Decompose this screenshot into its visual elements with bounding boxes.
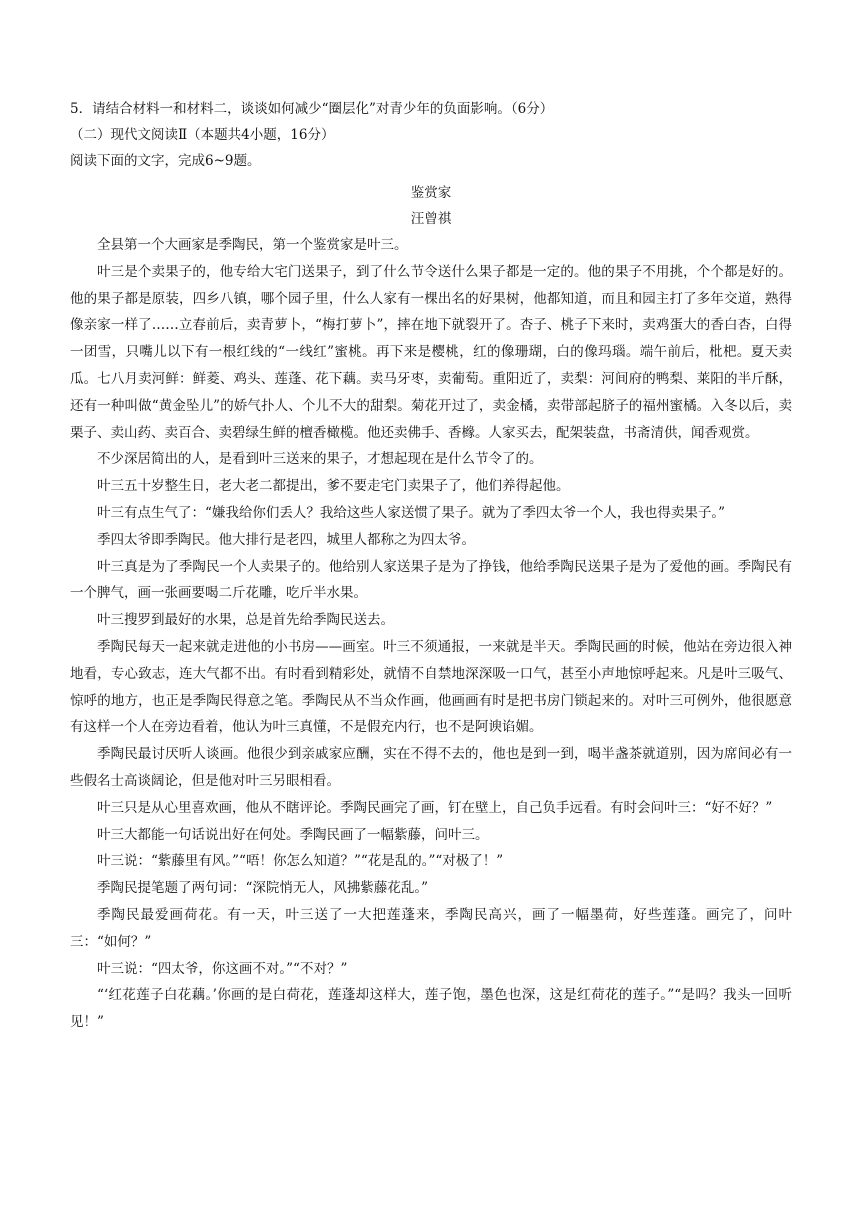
article-paragraph: 叶三说：“四太爷，你这画不对。”“不对？”: [97, 960, 348, 977]
article-paragraph: 叶三真是为了季陶民一个人卖果子的。他给别人家送果子是为了挣钱，他给季陶民送果子是为了爱他的画。季陶民有一个脾气，画一张画要喝二斤花雕，吃斤半水果。: [70, 558, 792, 602]
article-paragraph: “‘红花莲子白花藕。’你画的是白荷花，莲蓬却这样大，莲子饱，墨色也深，这是红荷花的莲子。”“是吗？我头一回听见！”: [70, 987, 792, 1031]
article-paragraph: 季陶民最讨厌听人谈画。他很少到亲戚家应酬，实在不得不去的，他也是到一到，喝半盏茶就道别，因为席间必有一些假名士高谈阔论，但是他对叶三另眼相看。: [70, 746, 792, 789]
article-paragraph: 叶三只是从心里喜欢画，他从不瞎评论。季陶民画完了画，钉在壁上，自己负手远看。有时会问叶三：“好不好？”: [97, 799, 773, 816]
question-5: 5．请结合材料一和材料二，谈谈如何减少“圈层化”对青少年的负面影响。（6分）: [70, 101, 554, 117]
article-paragraph: 不少深居简出的人，是看到叶三送来的果子，才想起现在是什么节令了的。: [97, 451, 543, 468]
article-paragraph: 季四太爷即季陶民。他大排行是老四，城里人都称之为四太爷。: [97, 531, 475, 548]
article-paragraph: 叶三五十岁整生日，老大老二都提出，爹不要走宅门卖果子了，他们养得起他。: [97, 478, 570, 495]
page-content: [70, 96, 792, 1036]
article-paragraph: 叶三搜罗到最好的水果，总是首先给季陶民送去。: [97, 612, 394, 629]
article-paragraph: 叶三有点生气了：“嫌我给你们丢人？我给这些人家送惯了果子。就为了季四太爷一个人，我也得卖果子。”: [97, 504, 726, 521]
article-paragraph: 季陶民提笔题了两句词：“深院悄无人，风拂紫藤花乱。”: [97, 880, 429, 897]
article-paragraph: 叶三是个卖果子的，他专给大宅门送果子，到了什么节令送什么果子都是一定的。他的果子不用挑，个个都是好的。他的果子都是原装，四乡八镇，哪个园子里，什么人家有一棵出名的好果树，他都知道，而且和园主打了多年交道，熟得像亲家一样了……立春前后，卖青萝卜，“梅打萝卜”，摔在地下就裂开了。杏子、桃子下来时，卖鸡蛋大的香白杏，白得一团雪，只嘴儿以下有一根红线的“一线红”蜜桃。再下来是樱桃，红的像珊瑚，白的像玛瑙。端午前后，枇杷。夏天卖瓜。七八月卖河鲜：鲜菱、鸡头、莲蓬、花下藕。卖马牙枣，卖葡萄。重阳近了，卖梨：河间府的鸭梨、莱阳的半斤酥，还有一种叫做“黄金坠儿”的娇气扑人、个儿不大的甜梨。菊花开过了，卖金橘，卖带部起脐子的福州蜜橘。入冬以后，卖栗子、卖山药、卖百合、卖碧绿生鲜的檀香橄榄。他还卖佛手、香橼。人家买去，配架装盘，书斋清供，闻香观赏。: [70, 263, 792, 441]
article-paragraph: 叶三说：“紫藤里有风。”“唔！你怎么知道？”“花是乱的。”“对极了！”: [97, 853, 504, 870]
article-paragraph: 全县第一个大画家是季陶民，第一个鉴赏家是叶三。: [97, 237, 408, 253]
article-paragraph: 季陶民最爱画荷花。有一天，叶三送了一大把莲蓬来，季陶民高兴，画了一幅墨荷，好些莲蓬。画完了，问叶三：“如何？”: [70, 906, 792, 950]
article-paragraph: 季陶民每天一起来就走进他的小书房——画室。叶三不须通报，一来就是半天。季陶民画的时候，他站在旁边很入神地看，专心致志，连大气都不出。有时看到精彩处，就情不自禁地深深吸一口气，甚至小声地惊呼起来。凡是叶三吸气、惊呼的地方，也正是季陶民得意之笔。季陶民从不当众作画，他画画有时是把书房门锁起来的。对叶三可例外，他很愿意有这样一个人在旁边看着，他认为叶三真懂，不是假充内行，也不是阿谀谄媚。: [70, 638, 792, 736]
article-title: 鉴赏家: [410, 185, 452, 201]
section-heading: （二）现代文阅读Ⅱ（本题共4小题，16分）: [70, 127, 335, 143]
reading-instruction: 阅读下面的文字，完成6~9题。: [70, 153, 261, 169]
article-paragraph: 叶三大都能一句话说出好在何处。季陶民画了一幅紫藤，问叶三。: [97, 826, 489, 843]
article-author: 汪曾祺: [410, 211, 452, 227]
article-body: [70, 232, 792, 1036]
